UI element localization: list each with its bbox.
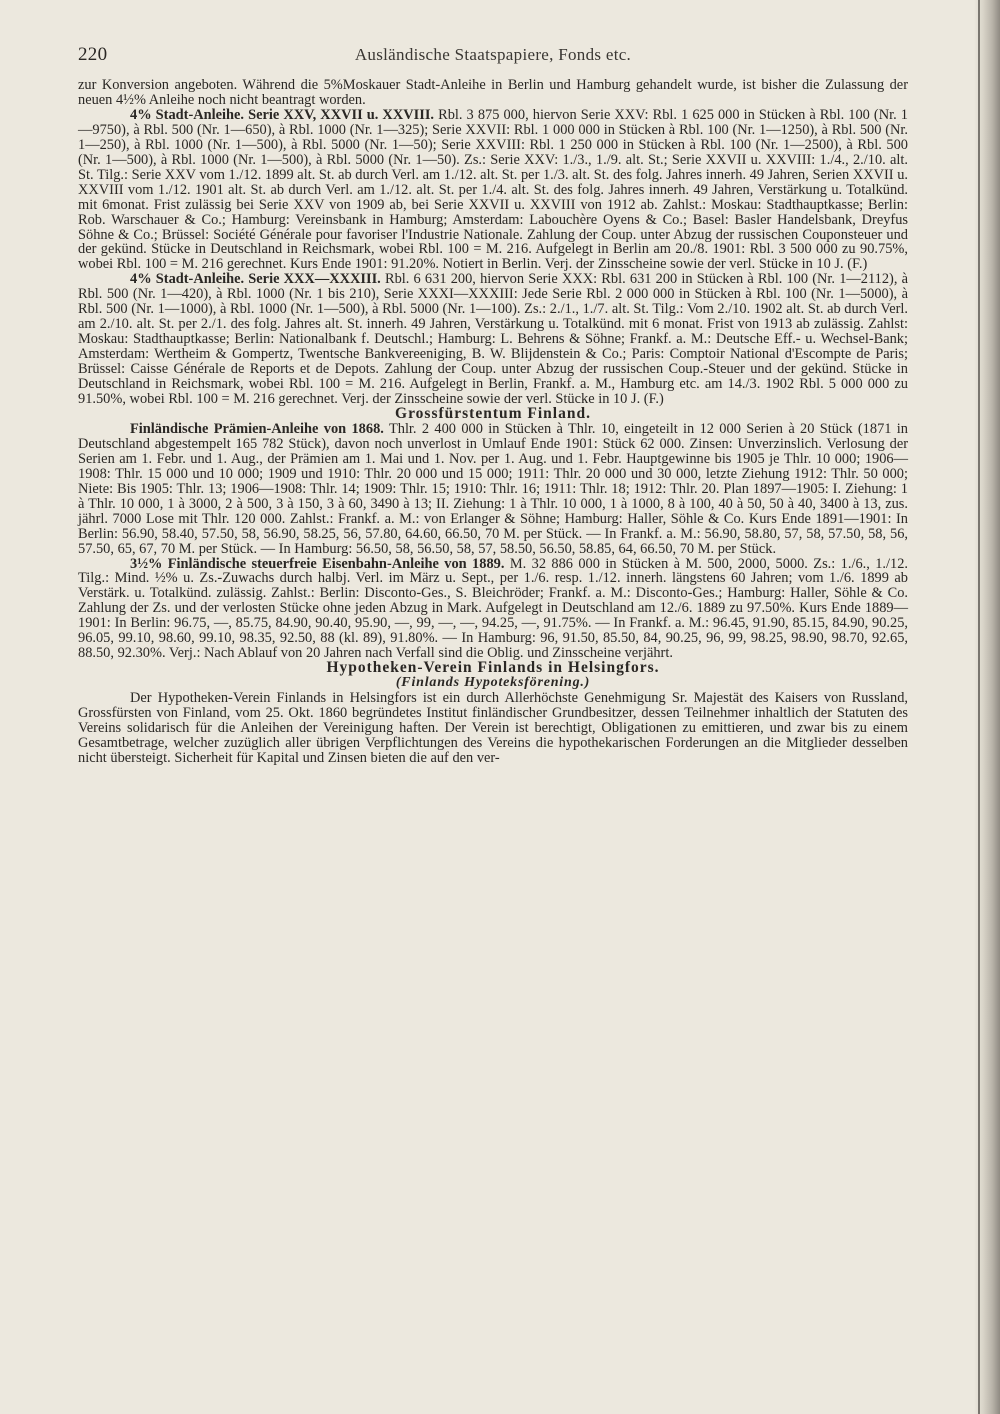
moskau-intro: zur Konversion angeboten. Während die 5%Moskauer Stadt-Anleihe in Berlin und Hamburg gehandelt wurde, ist bisher die Zulassung der neuen 4½% Anleihe noch nicht beantragt worden. <box>78 77 908 108</box>
document-page <box>78 44 908 766</box>
page-number: 220 <box>78 44 108 65</box>
finland-heading: Grossfürstentum Finland. <box>395 404 591 422</box>
finland-loan-2-title: 3½% Finländische steuerfreie Eisenbahn-Anleihe von 1889. <box>130 555 505 572</box>
page-header <box>78 44 908 78</box>
hypotheken-subheading: (Finlands Hypoteksförening.) <box>395 675 591 691</box>
moskau-loan-1-title: 4% Stadt-Anleihe. Serie XXV, XXVII u. XXVIII. <box>130 106 435 123</box>
document-body <box>78 78 908 766</box>
hypotheken-text: Der Hypotheken-Verein Finlands in Helsingfors ist ein durch Allerhöchste Genehmigung Sr. Majestät des Kaisers von Russland, Grossfürsten von Finland, vom 25. Okt. 1860 begründetes Institut finländischer Grundbesitzer, dessen Teilnehmer inhaltlich der Statuten des Vereins solidarisch für die Anleihen der Vereinigung haften. Der Verein ist berechtigt, Obligationen zu emittieren, und zwar bis zu einem Gesamtbetrage, welcher zuzüglich aller übrigen Verpflichtungen des Vereins die hypothekarischen Forderungen an die Mitglieder desselben nicht übersteigt. Sicherheit für Kapital und Zinsen bieten die auf den ver- <box>78 690 908 766</box>
hypotheken-heading: Hypotheken-Verein Finlands in Helsingfors. <box>326 659 660 677</box>
page-edge-line <box>978 0 980 1414</box>
moskau-loan-2-title: 4% Stadt-Anleihe. Serie XXX—XXXIII. <box>130 271 381 288</box>
running-title: Ausländische Staatspapiere, Fonds etc. <box>354 45 632 64</box>
moskau-loan-2-text: Rbl. 6 631 200, hiervon Serie XXX: Rbl. 631 200 in Stücken à Rbl. 100 (Nr. 1—2112), à Rbl. 500 (Nr. 1—420), à Rbl. 1000 (Nr. 1 bis 210), Serie XXXI—XXXIII: Jede Serie Rbl. 2 000 000 in Stücken à Rbl. 100 (Nr. 1—5000), à Rbl. 500 (Nr. 1—1000), à Rbl. 1000 (Nr. 1—500), à Rbl. 5000 (Nr. 1—100). Zs.: 2./1., 1./7. alt. St. Tilg.: Vom 2./10. 1902 alt. St. ab durch Verl. am 2./10. alt. St. per 2./1. des folg. Jahres alt. St. innerh. 49 Jahren, Verstärkung u. Totalkünd. mit 6 monat. Frist von 1913 ab zulässig. Zahlst: Moskau: Stadthauptkasse; Berlin: Nationalbank f. Deutschl.; Hamburg: L. Behrens & Söhne; Frankf. a. M.: Deutsche Eff.- u. Wechsel-Bank; Amsterdam: Wertheim & Gompertz, Twentsche Bankvereeniging, B. W. Blijdenstein & Co.; Paris: Comptoir National d'Escompte de Paris; Brüssel: Caisse Générale de Reports et de Depots. Zahlung der Coup. unter Abzug der russischen Coup.-Steuer und der gekünd. Stücke in Deutschland in Reichsmark, wobei Rbl. 100 = M. 216. Aufgelegt in Berlin, Frankf. a. M., Hamburg etc. am 14./3. 1902 Rbl. 5 000 000 zu 91.50%, wobei Rbl. 100 = M. 216 gerechnet. Verj. der Zinsscheine sowie der verl. Stücke in 10 J. (F.) <box>78 271 908 408</box>
moskau-loan-1 <box>78 108 908 272</box>
finland-loan-1-text: Thlr. 2 400 000 in Stücken à Thlr. 10, eingeteilt in 12 000 Serien à 20 Stück (1871 in Deutschland abgestempelt 165 782 Stück), davon noch unverlost in Umlauf Ende 1901: Stück 62 000. Zinsen: Unverzinslich. Verlosung der Serien am 1. Febr. und 1. Aug., der Prämien am 1. Mai und 1. Nov. per 1. Aug. und 1. Febr. Hauptgewinne bis 1905 je Thlr. 10 000; 1906—1908: Thlr. 15 000 und 10 000; 1909 und 1910: Thlr. 20 000 und 15 000; 1911: Thlr. 20 000 und 30 000, letzte Ziehung 1912: Thlr. 50 000; Niete: Bis 1905: Thlr. 13; 1906—1908: Thlr. 14; 1909: Thlr. 15; 1910: Thlr. 16; 1911: Thlr. 18; 1912: Thlr. 20. Plan 1897—1905: I. Ziehung: 1 à Thlr. 10 000, 1 à 3000, 2 à 500, 3 à 150, 3 à 60, 3490 à 13; II. Ziehung: 1 à Thlr. 10 000, 1 à 1000, 8 à 100, 40 à 50, 50 à 40, 3400 à 13, zus. jährl. 7000 Lose mit Thlr. 120 000. Zahlst.: Frankf. a. M.: von Erlanger & Söhne; Hamburg: Haller, Söhle & Co. Kurs Ende 1891—1901: In Berlin: 56.90, 58.40, 57.50, 58, 56.90, 58.25, 56, 57.80, 64.60, 66.50, 70 M. per Stück. — In Frankf. a. M.: 56.90, 58.80, 57, 58, 57.50, 58, 56, 57.50, 65, 67, 70 M. per Stück. — In Hamburg: 56.50, 58, 56.50, 58, 57, 58.50, 56.50, 58.85, 64, 66.50, 70 M. per Stück. <box>78 420 908 557</box>
finland-loan-2-text: M. 32 886 000 in Stücken à M. 500, 2000, 5000. Zs.: 1./6., 1./12. Tilg.: Mind. ½% u. Zs.-Zuwachs durch halbj. Verl. im März u. Sept., per 1./6. resp. 1./12. innerh. längstens 60 Jahren; vom 1./6. 1899 ab Verstärk. u. Totalkünd. zulässig. Zahlst.: Berlin: Disconto-Ges., S. Bleichröder; Frankf. a. M.: Disconto-Ges.; Hamburg: Haller, Söhle & Co. Zahlung der Zs. und der verlosten Stücke ohne jeden Abzug in Mark. Aufgelegt in Deutschland am 12./6. 1889 zu 97.50%. Kurs Ende 1889—1901: In Berlin: 96.75, —, 85.75, 84.90, 90.40, 95.90, —, 99, —, —, 94.25, —, 91.75%. — In Frankf. a. M.: 96.45, 91.90, 85.15, 84.90, 90.25, 96.05, 99.10, 98.60, 99.10, 98.35, 92.50, 88 (kl. 89), 91.80%. — In Hamburg: 96, 91.50, 85.50, 84, 90.25, 96, 99, 98.25, 98.90, 98.70, 92.65, 88.50, 92.30%. Verj.: Nach Ablauf von 20 Jahren nach Verfall sind die Oblig. und Zinsscheine verjährt. <box>78 555 909 662</box>
finland-loan-1-title: Finländische Prämien-Anleihe von 1868. <box>130 420 384 437</box>
moskau-loan-2 <box>78 272 908 407</box>
finland-loan-2 <box>78 557 908 662</box>
moskau-loan-1-text: Rbl. 3 875 000, hiervon Serie XXV: Rbl. 1 625 000 in Stücken à Rbl. 100 (Nr. 1—9750), à Rbl. 500 (Nr. 1—650), à Rbl. 1000 (Nr. 1—325); Serie XXVII: Rbl. 1 000 000 in Stücken à Rbl. 100 (Nr. 1—1250), à Rbl. 500 (Nr. 1—250), à Rbl. 1000 (Nr. 1—500), à Rbl. 5000 (Nr. 1—50); Serie XXVIII: Rbl. 1 250 000 in Stücken à Rbl. 100 (Nr. 1—2500), à Rbl. 500 (Nr. 1—500), à Rbl. 1000 (Nr. 1—500), à Rbl. 5000 (Nr. 1—50). Zs.: Serie XXV: 1./3., 1./9. alt. St.; Serie XXVII u. XXVIII: 1./4., 2./10. alt. St. Tilg.: Serie XXV vom 1./12. 1899 alt. St. ab durch Verl. am 1./12. alt. St. per 1./3. alt. St. des folg. Jahres innerh. 49 Jahren, Serien XXVII u. XXVIII vom 1./12. 1901 alt. St. ab durch Verl. am 1./12. alt. St. per 1./4. alt. St. des folg. Jahres innerh. 49 Jahren, Verstärkung u. Totalkünd. mit 6monat. Frist zulässig bei Serie XXV von 1909 ab, bei Serie XXVII u. XXVIII von 1912 ab. Zahlst.: Moskau: Stadthauptkasse; Berlin: Rob. Warschauer & Co.; Hamburg: Vereinsbank in Hamburg; Amsterdam: Labouchère Oyens & Co.; Basel: Basler Handelsbank, Dreyfus Söhne & Co.; Brüssel: Société Générale pour favoriser l'Industrie Nationale. Zahlung der Coup. unter Abzug der russischen Couponsteuer und der gekünd. Stücke in Deutschland in Reichsmark, wobei Rbl. 100 = M. 216. Aufgelegt in Berlin am 20./8. 1901: Rbl. 3 500 000 zu 90.75%, wobei Rbl. 100 = M. 216 gerechnet. Kurs Ende 1901: 91.20%. Notiert in Berlin. Verj. der Zinsscheine sowie der verl. Stücke in 10 J. (F.) <box>78 106 908 273</box>
finland-loan-1 <box>78 422 908 557</box>
